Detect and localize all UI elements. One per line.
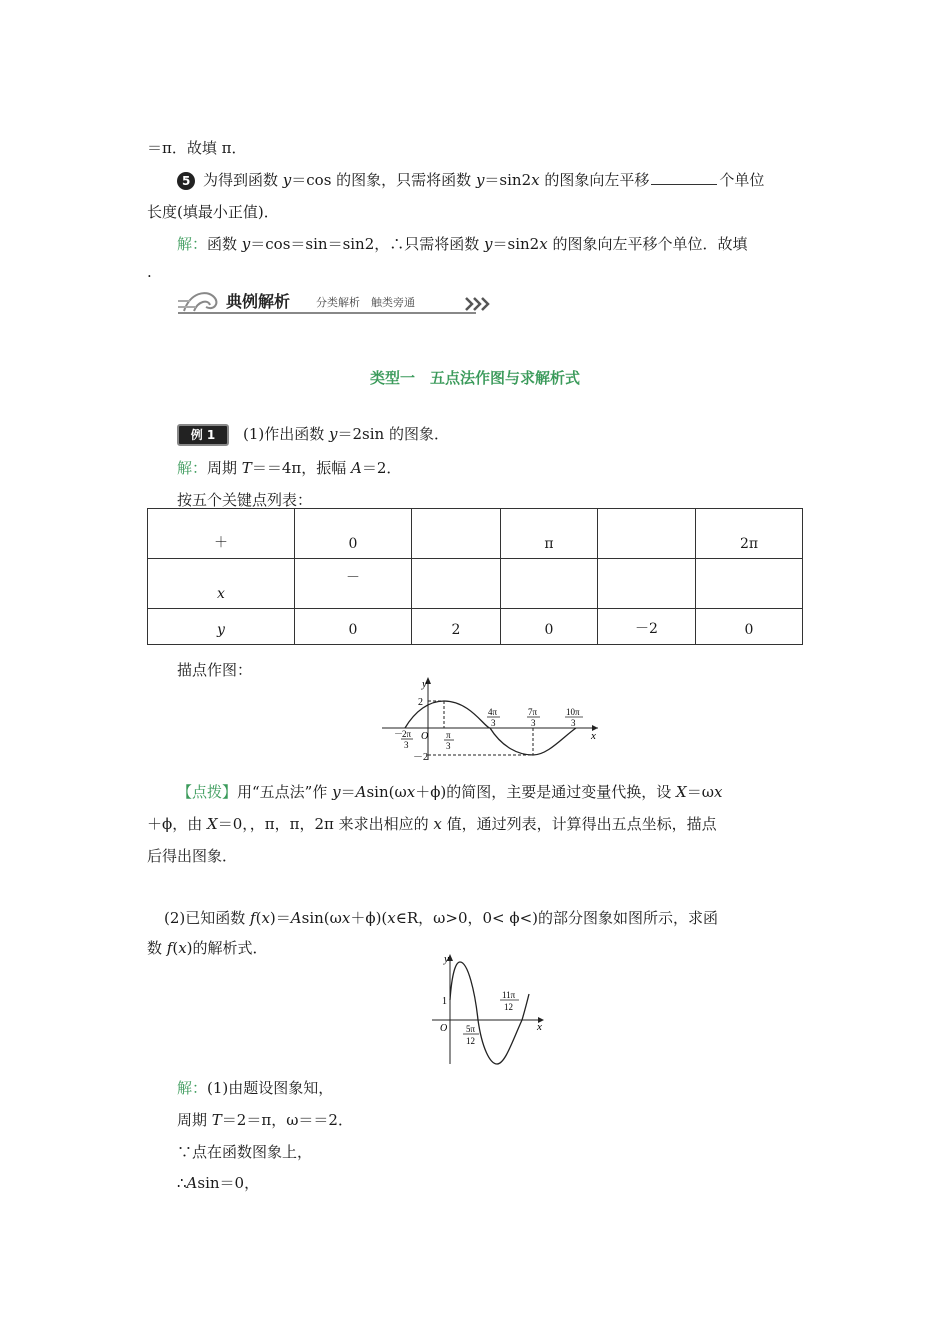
tip-line-1: 【点拨】用“五点法”作 y＝Asin(ωx＋ϕ)的简图，主要是通过变量代换，设 X＝ωx bbox=[177, 783, 723, 801]
table-cell: y bbox=[148, 609, 295, 645]
solution-2-line-3: ∵点在函数图象上， bbox=[177, 1143, 313, 1161]
pi3-num: π bbox=[446, 730, 451, 740]
table-cell: ＋ bbox=[148, 509, 295, 559]
tip-line-3: 后得出图象． bbox=[147, 847, 238, 865]
tip-label: 【点拨】 bbox=[177, 783, 238, 801]
example-1-question: 例 1 (1)作出函数 y＝2sin 的图象． bbox=[177, 424, 449, 446]
tip-line-2: ＋ϕ，由 X＝0，，π，π，2π 来求出相应的 x 值，通过列表，计算得出五点坐标，描点 bbox=[147, 815, 717, 833]
t1-num: 4π bbox=[488, 707, 498, 717]
y-one-label: 1 bbox=[442, 996, 447, 1007]
neg-tick-sign: － bbox=[394, 729, 404, 739]
table-cell: π bbox=[501, 509, 598, 559]
table-row bbox=[148, 609, 803, 645]
solution-2-line-1: 解：(1)由题设图象知， bbox=[177, 1079, 334, 1097]
banner-subtitle: 分类解析 触类旁通 bbox=[316, 296, 415, 309]
y-label: y bbox=[422, 678, 427, 690]
pi3-den: 3 bbox=[446, 741, 451, 751]
y-min-label: －2 bbox=[413, 752, 428, 763]
table-cell: 2π bbox=[696, 509, 803, 559]
table-cell bbox=[412, 509, 501, 559]
t1-num: 5π bbox=[466, 1024, 476, 1034]
question-5-line-1: 5 为得到函数 y＝cos 的图象，只需将函数 y＝sin2x 的图象向左平移 个单位 bbox=[177, 170, 764, 190]
solution-2-line-2: 周期 T＝2＝π，ω＝＝2． bbox=[177, 1111, 353, 1129]
solution-2-line-4: ∴Asin＝0， bbox=[177, 1174, 260, 1192]
question-number-badge: 5 bbox=[173, 168, 198, 193]
sine-curve bbox=[450, 962, 529, 1064]
question-2-line-1: (2)已知函数 f(x)＝Asin(ωx＋ϕ)(x∈R，ω>0，0< ϕ<)的部分图象如图所示，求函 bbox=[164, 909, 719, 927]
table-cell: 0 bbox=[295, 609, 412, 645]
neg-tick-den: 3 bbox=[404, 740, 409, 750]
t2-den: 12 bbox=[504, 1002, 513, 1012]
solution-5: 解：函数 y＝cos＝sin＝sin2，∴只需将函数 y＝sin2x 的图象向左平移个单位．故填 bbox=[177, 235, 748, 253]
table-cell bbox=[501, 559, 598, 609]
solution-label: 解： bbox=[177, 235, 208, 253]
table-cell: 0 bbox=[501, 609, 598, 645]
example-1-solution: 解：周期 T＝＝4π，振幅 A＝2． bbox=[177, 459, 402, 477]
table-cell bbox=[598, 559, 696, 609]
table-cell: 2 bbox=[412, 609, 501, 645]
x-label: x bbox=[537, 1021, 542, 1033]
section-title: 类型一 五点法作图与求解析式 bbox=[369, 369, 580, 387]
table-row bbox=[148, 559, 803, 609]
table-cell: 0 bbox=[696, 609, 803, 645]
table-cell bbox=[598, 509, 696, 559]
continuation-line: ＝π．故填 π． bbox=[147, 139, 247, 157]
solution-5-end: . bbox=[147, 263, 152, 281]
table-row bbox=[148, 509, 803, 559]
table-cell: 0 bbox=[295, 509, 412, 559]
sine-graph-1 bbox=[380, 675, 610, 767]
section-banner bbox=[176, 283, 506, 319]
y-max-label: 2 bbox=[418, 697, 423, 708]
answer-blank[interactable] bbox=[651, 170, 717, 185]
y-label: y bbox=[444, 953, 449, 965]
t3-den: 3 bbox=[571, 718, 576, 728]
t1-den: 12 bbox=[466, 1036, 475, 1046]
neg-tick-num: 2π bbox=[402, 729, 412, 739]
t1-den: 3 bbox=[491, 718, 496, 728]
solution-label: 解： bbox=[177, 1079, 208, 1097]
t2-num: 11π bbox=[502, 990, 516, 1000]
solution-label: 解： bbox=[177, 459, 208, 477]
question-5-line-2: 长度(填最小正值)． bbox=[147, 203, 279, 221]
t3-num: 10π bbox=[566, 707, 580, 717]
example-badge: 例 1 bbox=[177, 424, 229, 446]
list-intro: 按五个关键点列表： bbox=[177, 491, 313, 509]
x-label: x bbox=[591, 730, 596, 742]
banner-title: 典例解析 bbox=[226, 292, 291, 311]
t2-den: 3 bbox=[531, 718, 536, 728]
table-cell: － bbox=[295, 559, 412, 609]
plot-intro: 描点作图： bbox=[177, 661, 253, 679]
table-cell: x bbox=[148, 559, 295, 609]
t2-num: 7π bbox=[528, 707, 538, 717]
table-cell bbox=[696, 559, 803, 609]
table-cell: －2 bbox=[598, 609, 696, 645]
key-points-table bbox=[147, 508, 803, 645]
origin-label: O bbox=[440, 1023, 448, 1034]
question-2-line-2: 数 f(x)的解析式． bbox=[147, 939, 268, 957]
origin-label: O bbox=[421, 731, 429, 742]
table-cell bbox=[412, 559, 501, 609]
sine-graph-2 bbox=[430, 952, 555, 1067]
